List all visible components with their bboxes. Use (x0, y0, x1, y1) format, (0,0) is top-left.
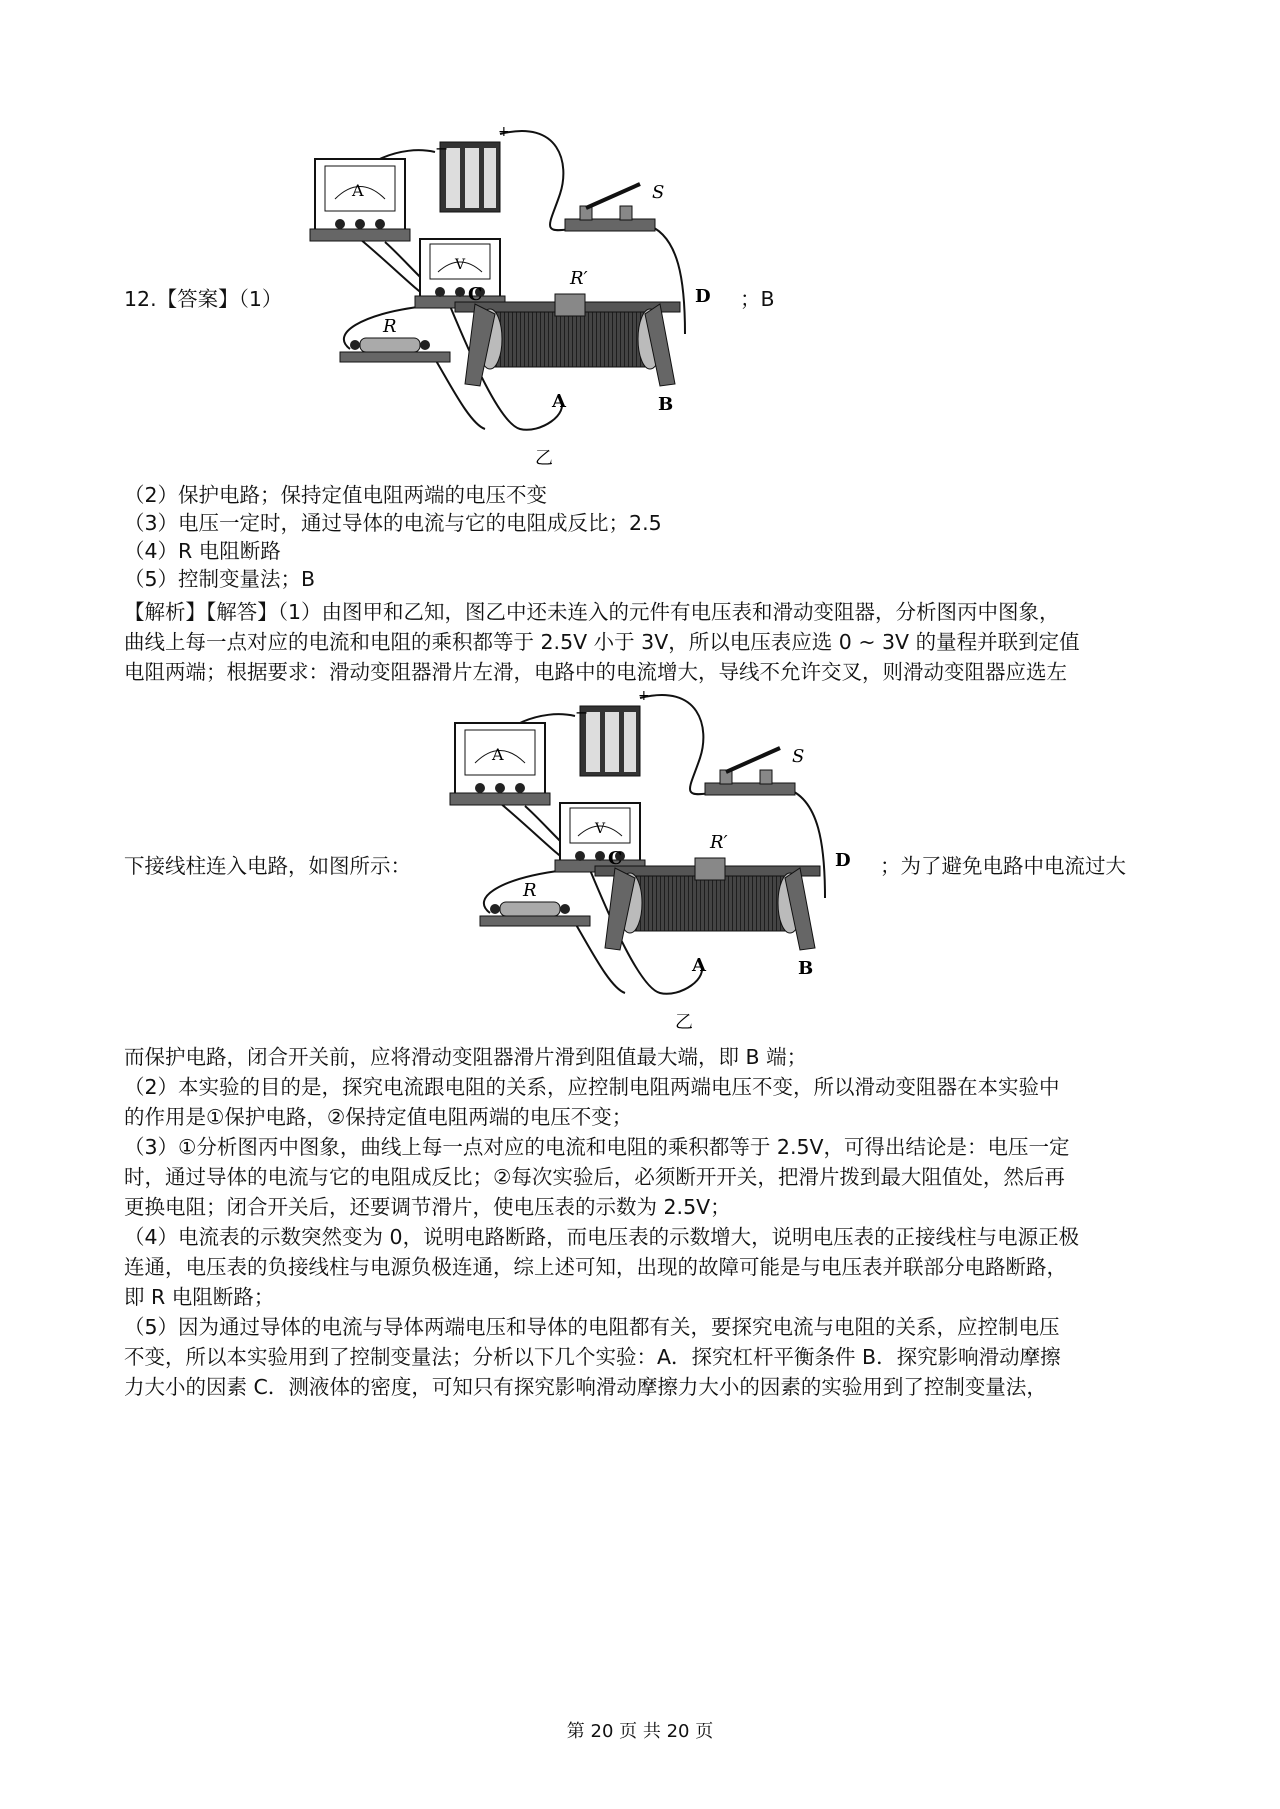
svg-text:S: S (792, 746, 805, 767)
analysis-line-4-end: ；为了避免电路中电流过大 (880, 854, 1126, 878)
svg-text:R: R (523, 880, 537, 901)
switch-icon (705, 748, 795, 795)
resistor-icon (480, 902, 590, 926)
page-footer: 第 20 页 共 20 页 (566, 1721, 714, 1742)
analysis-line-16: 力大小的因素 C．测液体的密度，可知只有探究影响滑动摩擦力大小的因素的实验用到了控制变量法， (124, 1375, 1047, 1399)
answer-part-4: （4）R 电阻断路 (124, 539, 281, 563)
analysis-line-2: 曲线上每一点对应的电流和电阻的乘积都等于 2.5V 小于 3V，所以电压表应选 0 ~ 3V 的量程并联到定值 (124, 630, 1080, 654)
analysis-line-7: 的作用是①保护电路，②保持定值电阻两端的电压不变； (124, 1105, 633, 1129)
analysis-line-13: 即 R 电阻断路； (124, 1285, 275, 1309)
svg-text:乙: 乙 (535, 448, 553, 469)
svg-text:V: V (455, 257, 466, 273)
battery-icon (580, 706, 640, 776)
ammeter-icon (310, 159, 410, 241)
voltmeter-icon (555, 803, 645, 872)
svg-text:−: − (575, 703, 589, 722)
analysis-line-6: （2）本实验的目的是，探究电流跟电阻的关系，应控制电阻两端电压不变，所以滑动变阻器在本实验中 (124, 1075, 1060, 1099)
svg-text:A: A (692, 955, 706, 976)
svg-text:S: S (652, 182, 665, 203)
answer-choice: ；B (740, 287, 775, 311)
analysis-line-8: （3）①分析图丙中图象，曲线上每一点对应的电流和电阻的乘积都等于 2.5V，可得出结论是：电压一定 (124, 1135, 1070, 1159)
svg-text:+: + (498, 124, 510, 140)
switch-icon (565, 184, 655, 231)
analysis-line-14: （5）因为通过导体的电流与导体两端电压和导体的电阻都有关，要探究电流与电阻的关系，应控制电压 (124, 1315, 1060, 1339)
analysis-line-5: 而保护电路，闭合开关前，应将滑动变阻器滑片滑到阻值最大端，即 B 端； (124, 1045, 808, 1069)
svg-text:C: C (468, 284, 483, 305)
svg-text:V: V (595, 821, 606, 837)
svg-text:R′: R′ (570, 268, 588, 289)
answer-part-3: （3）电压一定时，通过导体的电流与它的电阻成反比；2.5 (124, 511, 662, 535)
analysis-line-15: 不变，所以本实验用到了控制变量法；分析以下几个实验：A．探究杠杆平衡条件 B．探究影响滑动摩擦 (124, 1345, 1061, 1369)
svg-text:A: A (492, 745, 504, 764)
svg-text:D: D (835, 850, 851, 871)
svg-text:乙: 乙 (675, 1012, 693, 1033)
answer-label: 12.【答案】（1） (124, 287, 283, 311)
analysis-line-11: （4）电流表的示数突然变为 0，说明电路断路，而电压表的示数增大，说明电压表的正接线柱与电源正极 (124, 1225, 1080, 1249)
rheostat-icon (595, 858, 820, 950)
svg-text:R′: R′ (710, 832, 728, 853)
svg-text:C: C (608, 848, 623, 869)
circuit-figure-1 (300, 124, 735, 474)
battery-icon (440, 142, 500, 212)
analysis-line-12: 连通，电压表的负接线柱与电源负极连通，综上述可知，出现的故障可能是与电压表并联部分电路断路， (124, 1255, 1067, 1279)
circuit-figure-2 (440, 688, 875, 1038)
analysis-line-4-start: 下接线柱连入电路，如图所示： (124, 854, 411, 878)
svg-text:B: B (798, 958, 814, 979)
analysis-line-9: 时，通过导体的电流与它的电阻成反比；②每次实验后，必须断开开关，把滑片拨到最大阻值处，然后再 (124, 1165, 1065, 1189)
svg-text:R: R (383, 316, 397, 337)
svg-text:B: B (658, 394, 674, 415)
svg-text:+: + (638, 688, 650, 704)
voltmeter-icon (415, 239, 505, 308)
svg-text:D: D (695, 286, 711, 307)
svg-text:A: A (552, 391, 566, 412)
ammeter-icon (450, 723, 550, 805)
analysis-line-3: 电阻两端；根据要求：滑动变阻器滑片左滑，电路中的电流增大，导线不允许交叉，则滑动变阻器应选左 (124, 660, 1067, 684)
answer-part-5: （5）控制变量法；B (124, 567, 316, 591)
analysis-line-10: 更换电阻；闭合开关后，还要调节滑片，使电压表的示数为 2.5V； (124, 1195, 731, 1219)
answer-part-2: （2）保护电路；保持定值电阻两端的电压不变 (124, 483, 548, 507)
resistor-icon (340, 338, 450, 362)
analysis-line-1: 【解析】【解答】（1）由图甲和乙知，图乙中还未连入的元件有电压表和滑动变阻器，分析图丙中图象， (124, 600, 1060, 624)
rheostat-icon (455, 294, 680, 386)
svg-text:A: A (352, 181, 364, 200)
svg-text:−: − (435, 139, 449, 158)
